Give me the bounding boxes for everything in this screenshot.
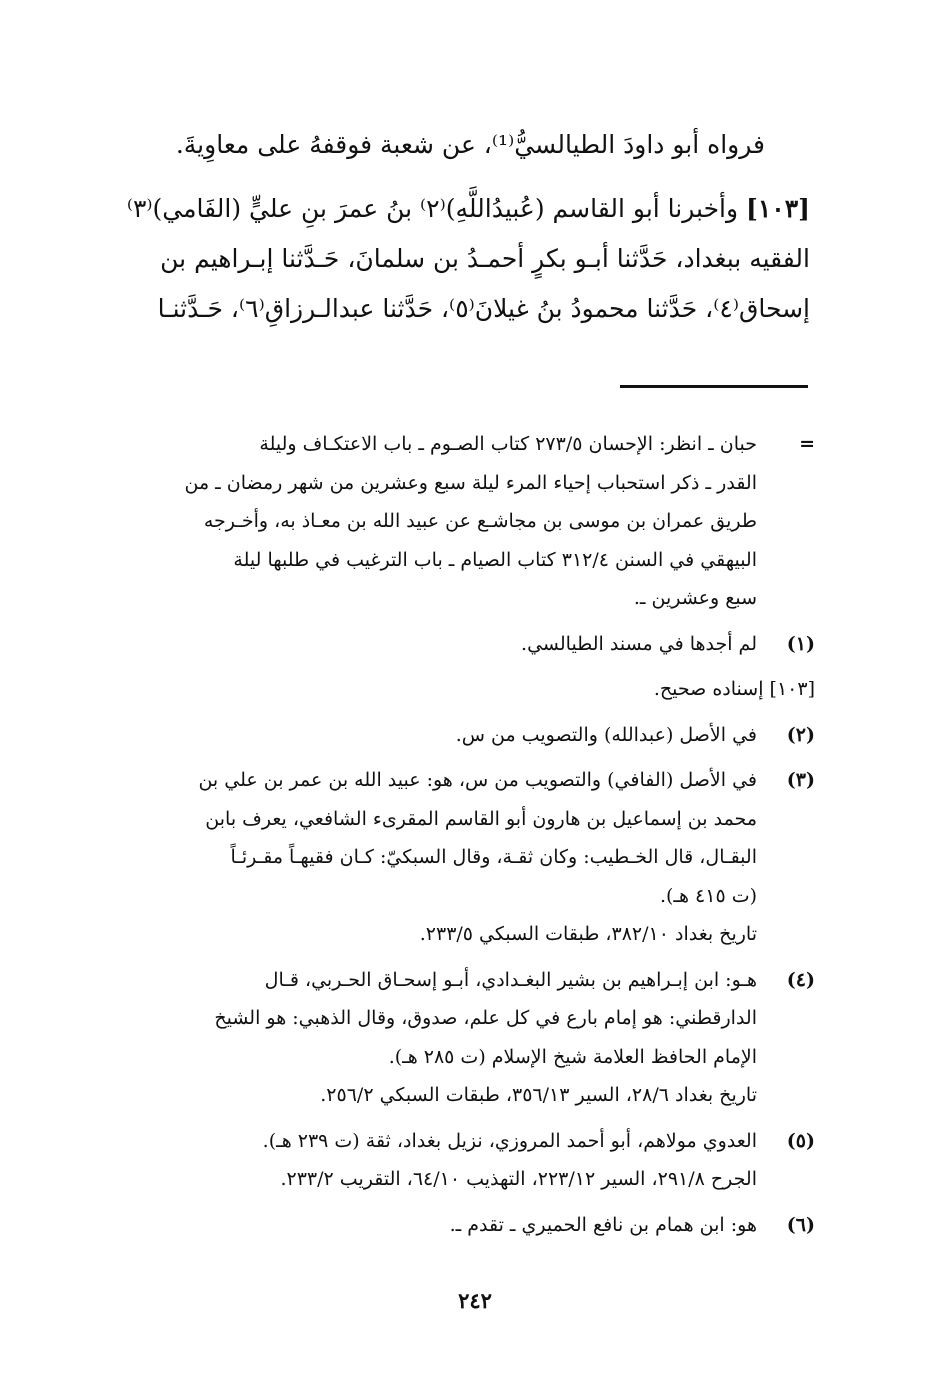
footnote-4: [118, 961, 815, 1115]
footnote-mark: (١): [786, 632, 815, 655]
footnote-line: طريق عمران بن موسى بن مجاشـع عن عبيد الله بن معـاذ به، وأخـرجه: [203, 510, 757, 532]
footnote-mark: (٢): [786, 723, 815, 746]
footnote-line: تاريخ بغداد ٢٨/٦، السير ٣٥٦/١٣، طبقات السبكي ٢٥٦/٢.: [320, 1084, 757, 1106]
main-line-1: فرواه أبو داودَ الطيالسيُّ⁽¹⁾، عن شعبة فوقفهُ على معاوِيةَ.: [175, 130, 765, 159]
footnote-continued: [118, 425, 815, 618]
footnote-line: القدر ـ ذكر استحباب إحياء المرء ليلة سبع وعشرين من شهر رمضان ـ من: [184, 471, 757, 494]
footnote-line: تاريخ بغداد ٣٨٢/١٠، طبقات السبكي ٢٣٣/٥.: [419, 923, 757, 945]
footnotes: [118, 425, 815, 1251]
footnote-3: [118, 761, 815, 954]
paragraph-line-2: الفقيه ببغداد، حَدَّثنا أبـو بكرٍ أحمـدُ بن سلمانَ، حَـدَّثنا إبـراهيم بن: [160, 244, 810, 273]
footnote-mark: (٣): [786, 769, 815, 791]
footnote-line: في الأصل (الفافي) والتصويب من س، هو: عبيد الله بن عمر بن علي بن: [198, 769, 757, 791]
footnote-separator: [620, 385, 808, 388]
footnote-heading-103: [١٠٣] إسناده صحيح.: [653, 678, 815, 700]
footnote-line: لم أجدها في مسند الطيالسي.: [521, 632, 757, 655]
footnote-line: هو: ابن همام بن نافع الحميري ـ تقدم ـ.: [449, 1213, 757, 1236]
footnote-line: محمد بن إسماعيل بن هارون أبو القاسم المقرىء الشافعي، يعرف بابن: [205, 807, 757, 830]
footnote-line: (ت ٤١٥ هـ).: [659, 884, 757, 907]
footnote-line: البيهقي في السنن ٣١٢/٤ كتاب الصيام ـ باب الترغيب في طلبها ليلة: [233, 548, 757, 571]
footnote-line: الجرح ٢٩١/٨، السير ٢٢٣/١٢، التهذيب ٦٤/١٠، التقريب ٢٣٣/٢.: [280, 1168, 757, 1190]
footnote-line: البقـال، قال الخـطيب: وكان ثقـة، وقال السبكيّ: كـان فقيهـاً مقـرئـاً: [230, 846, 757, 868]
footnote-line: في الأصل (عبدالله) والتصويب من س.: [455, 723, 757, 746]
footnote-line: سبع وعشرين ـ.: [633, 587, 757, 609]
footnote-6: [118, 1206, 815, 1245]
footnote-5: [118, 1122, 815, 1199]
footnote-mark: =: [799, 433, 815, 455]
footnote-line: هـو: ابن إبـراهيم بن بشير البغـدادي، أبـو إسحـاق الحـربي، قـال: [264, 968, 757, 991]
footnote-line: الإمام الحافظ العلامة شيخ الإسلام (ت ٢٨٥ هـ).: [388, 1045, 757, 1068]
footnote-mark: (٤): [786, 968, 815, 991]
footnote-line: حبان ـ انظر: الإحسان ٢٧٣/٥ كتاب الصـوم ـ باب الاعتكـاف وليلة: [259, 433, 757, 455]
paragraph-103: [110, 184, 810, 334]
paragraph-line-1: وأخبرنا أبو القاسم (عُبيدُاللَّهِ)⁽٢⁾ بنُ عمرَ بنِ عليٍّ (الفَامي)⁽٣⁾: [126, 194, 739, 223]
footnote-mark: (٦): [786, 1213, 815, 1236]
paragraph-number: [١٠٣]: [746, 194, 810, 223]
footnote-line: الدارقطني: هو إمام بارع في كل علم، صدوق، وقال الذهبي: هو الشيخ: [214, 1007, 757, 1029]
page-number: ٢٤٢: [458, 1288, 492, 1313]
footnote-2: [118, 716, 815, 755]
footnote-mark: (٥): [786, 1129, 815, 1152]
paragraph-line-3: إسحاق⁽٤⁾، حَدَّثنا محمودُ بنُ غيلانَ⁽٥⁾، حَدَّثنا عبدالـرزاقِ⁽٦⁾، حَـدَّثنـا: [157, 294, 810, 323]
footnote-1: [118, 625, 815, 664]
main-text: [110, 120, 810, 334]
footnote-line: العدوي مولاهم، أبو أحمد المروزي، نزيل بغداد، ثقة (ت ٢٣٩ هـ).: [262, 1129, 757, 1152]
